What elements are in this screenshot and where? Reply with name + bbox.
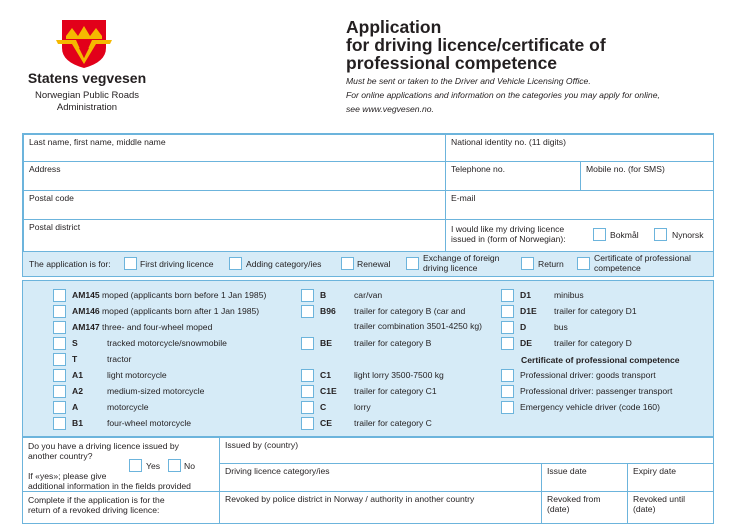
intro-line3: see www.vegvesen.no. [346, 104, 434, 114]
category-row [301, 385, 437, 398]
issued-by-label: Issued by (country) [225, 440, 299, 450]
category-desc: light motorcycle [107, 369, 167, 380]
revoked-until-field[interactable] [627, 491, 714, 524]
category-desc: car/van [354, 289, 383, 300]
title-line2: for driving licence/certificate of [346, 35, 606, 55]
email-field[interactable] [445, 190, 714, 220]
revoked-until-label: Revoked until (date) [633, 494, 686, 514]
category-checkbox[interactable] [501, 321, 514, 334]
category-row [53, 305, 259, 318]
title-line1: Application [346, 17, 442, 37]
certificate-heading: Certificate of professional competence [521, 355, 680, 365]
category-checkbox[interactable] [53, 321, 66, 334]
category-row [501, 305, 637, 318]
category-row [53, 385, 204, 398]
foreign-q-line1: Do you have a driving licence issued by [28, 441, 179, 451]
category-desc: trailer for category B (car and [354, 305, 466, 316]
category-desc: three- and four-wheel moped [102, 321, 213, 332]
adding-category-checkbox[interactable] [229, 257, 242, 270]
category-code: AM145 [72, 289, 100, 300]
nid-label: National identity no. (11 digits) [451, 137, 566, 147]
category-code: C1 [320, 369, 331, 380]
category-desc: tractor [107, 353, 132, 364]
category-code: AM147 [72, 321, 100, 332]
if-yes-line2: additional information in the fields provided [28, 481, 191, 491]
certificate-row [501, 369, 656, 382]
complete-line2: return of a revoked driving licence: [28, 505, 160, 515]
yes-checkbox[interactable] [129, 459, 142, 472]
revoked-from-field[interactable] [541, 491, 628, 524]
category-checkbox[interactable] [53, 305, 66, 318]
category-code: B [320, 289, 327, 300]
foreign-q-line2: another country? [28, 451, 93, 461]
category-checkbox[interactable] [301, 289, 314, 302]
no-label: No [184, 461, 195, 471]
bokmal-checkbox[interactable] [593, 228, 606, 241]
category-desc: light lorry 3500-7500 kg [354, 369, 444, 380]
application-type-label: The application is for: [29, 259, 111, 269]
email-label: E-mail [451, 193, 476, 203]
certificate-desc: Professional driver: goods transport [520, 369, 656, 380]
certificate-row [501, 385, 672, 398]
category-code: A [72, 401, 79, 412]
complete-line1: Complete if the application is for the [28, 495, 165, 505]
certificate-desc: Emergency vehicle driver (code 160) [520, 401, 660, 412]
name-label: Last name, first name, middle name [29, 137, 166, 147]
category-desc: motorcycle [107, 401, 149, 412]
address-field[interactable] [23, 161, 446, 191]
norwegian-roads-logo [52, 18, 116, 68]
certificate-checkbox[interactable] [501, 369, 514, 382]
category-row [501, 321, 568, 334]
category-code: C [320, 401, 327, 412]
category-code: B1 [72, 417, 83, 428]
mobile-label: Mobile no. (for SMS) [586, 164, 665, 174]
lang-question-line1: I would like my driving licence [451, 224, 565, 234]
personal-info-grid [22, 133, 714, 253]
category-row [301, 337, 431, 350]
renewal-label: Renewal [357, 259, 391, 269]
foreign-licence-section [22, 437, 714, 524]
expiry-date-field[interactable] [627, 463, 714, 492]
category-checkbox[interactable] [501, 305, 514, 318]
phone-label: Telephone no. [451, 164, 505, 174]
category-row [53, 353, 131, 366]
revoked-instruction [22, 491, 220, 524]
category-checkbox[interactable] [53, 337, 66, 350]
certificate-label [594, 253, 691, 273]
expiry-date-label: Expiry date [633, 466, 676, 476]
organization-block [22, 70, 152, 114]
form-title [346, 18, 606, 72]
category-checkbox[interactable] [501, 337, 514, 350]
category-row [301, 401, 371, 414]
nynorsk-label: Nynorsk [672, 230, 704, 240]
certificate-label-line2: competence [594, 263, 641, 273]
category-code: S [72, 337, 78, 348]
intro-text [346, 74, 716, 116]
category-checkbox[interactable] [501, 289, 514, 302]
org-name: Statens vegvesen [27, 70, 147, 86]
revoked-by-label: Revoked by police district in Norway / authority in another country [225, 494, 475, 504]
category-code: DE [520, 337, 532, 348]
category-desc: trailer for category D1 [554, 305, 637, 316]
category-code: D1E [520, 305, 537, 316]
exchange-label-line1: Exchange of foreign [423, 253, 500, 263]
category-desc: four-wheel motorcycle [107, 417, 192, 428]
title-line3: professional competence [346, 53, 558, 73]
certificate-label-line1: Certificate of professional [594, 253, 691, 263]
foreign-licence-question [22, 437, 220, 492]
exchange-label-line2: driving licence [423, 263, 478, 273]
category-code: BE [320, 337, 332, 348]
yes-label: Yes [146, 461, 161, 471]
first-licence-label: First driving licence [140, 259, 214, 269]
phone-field[interactable] [445, 161, 581, 191]
category-checkbox[interactable] [301, 305, 314, 318]
issue-date-label: Issue date [547, 466, 587, 476]
category-row [53, 337, 227, 350]
postal-code-field[interactable] [23, 190, 446, 220]
category-code: T [72, 353, 78, 364]
language-choice [445, 219, 714, 252]
certificate-checkbox[interactable] [501, 385, 514, 398]
category-checkbox[interactable] [301, 369, 314, 382]
category-code: A2 [72, 385, 83, 396]
category-desc: trailer combination 3501-4250 kg) [354, 321, 483, 331]
org-sub-line2: Administration [56, 102, 118, 113]
category-row [301, 369, 444, 382]
nynorsk-checkbox[interactable] [654, 228, 667, 241]
category-code: B96 [320, 305, 336, 316]
exchange-checkbox[interactable] [406, 257, 419, 270]
address-label: Address [29, 164, 61, 174]
category-desc: moped (applicants born after 1 Jan 1985) [102, 305, 260, 316]
intro-line1: Must be sent or taken to the Driver and Vehicle Licensing Office. [346, 76, 591, 86]
name-field[interactable] [23, 134, 446, 162]
return-checkbox[interactable] [521, 257, 534, 270]
category-desc: moped (applicants born before 1 Jan 1985) [102, 289, 267, 300]
category-row-continued [301, 321, 482, 331]
issued-by-field[interactable] [219, 437, 714, 464]
category-row [53, 289, 266, 302]
postal-code-label: Postal code [29, 193, 74, 203]
category-row [53, 401, 149, 414]
category-code: AM146 [72, 305, 100, 316]
category-row [301, 289, 382, 302]
category-row [301, 417, 432, 430]
category-desc: tracked motorcycle/snowmobile [107, 337, 227, 348]
category-desc: trailer for category C [354, 417, 432, 428]
category-row [501, 337, 632, 350]
category-desc: trailer for category D [554, 337, 632, 348]
category-code: C1E [320, 385, 337, 396]
category-row [301, 305, 465, 318]
category-row [53, 417, 191, 430]
licence-categories-label: Driving licence category/ies [225, 466, 330, 476]
intro-line2: For online applications and information on the categories you may apply for online, [346, 90, 660, 100]
application-type-band [22, 251, 714, 277]
lang-question-line2: issued in (form of Norwegian): [451, 234, 566, 244]
category-checkbox[interactable] [53, 353, 66, 366]
category-checkbox[interactable] [53, 401, 66, 414]
postal-district-label: Postal district [29, 222, 81, 232]
if-yes-line1: If «yes»; please give [28, 471, 107, 481]
category-row [501, 289, 584, 302]
category-checkbox[interactable] [53, 385, 66, 398]
category-checkbox[interactable] [53, 289, 66, 302]
category-code: CE [320, 417, 332, 428]
bokmal-label: Bokmål [610, 230, 639, 240]
postal-district-field[interactable] [23, 219, 446, 252]
first-licence-checkbox[interactable] [124, 257, 137, 270]
category-desc: minibus [554, 289, 584, 300]
category-desc: lorry [354, 401, 371, 412]
category-desc: trailer for category C1 [354, 385, 437, 396]
licence-categories-field[interactable] [219, 463, 542, 492]
category-code: D [520, 321, 527, 332]
nid-field[interactable] [445, 134, 714, 162]
category-checkbox[interactable] [53, 417, 66, 430]
return-label: Return [538, 259, 564, 269]
category-row [53, 369, 167, 382]
certificate-checkbox[interactable] [577, 257, 590, 270]
exchange-label [423, 253, 499, 273]
category-code: D1 [520, 289, 531, 300]
category-desc: bus [554, 321, 568, 332]
category-checkbox[interactable] [301, 385, 314, 398]
certificate-checkbox[interactable] [501, 401, 514, 414]
org-sub-line1: Norwegian Public Roads [34, 90, 140, 101]
category-desc: medium-sized motorcycle [107, 385, 205, 396]
revoked-by-field[interactable] [219, 491, 542, 524]
category-checkbox[interactable] [301, 337, 314, 350]
category-checkbox[interactable] [301, 417, 314, 430]
category-checkbox[interactable] [301, 401, 314, 414]
categories-panel [22, 280, 714, 437]
category-desc: trailer for category B [354, 337, 432, 348]
mobile-field[interactable] [580, 161, 714, 191]
category-checkbox[interactable] [53, 369, 66, 382]
revoked-from-label: Revoked from (date) [547, 494, 601, 514]
certificate-row [501, 401, 660, 414]
category-row [53, 321, 212, 334]
adding-category-label: Adding category/ies [246, 259, 322, 269]
category-code: A1 [72, 369, 83, 380]
certificate-desc: Professional driver: passenger transport [520, 385, 673, 396]
issue-date-field[interactable] [541, 463, 628, 492]
renewal-checkbox[interactable] [341, 257, 354, 270]
no-checkbox[interactable] [168, 459, 181, 472]
